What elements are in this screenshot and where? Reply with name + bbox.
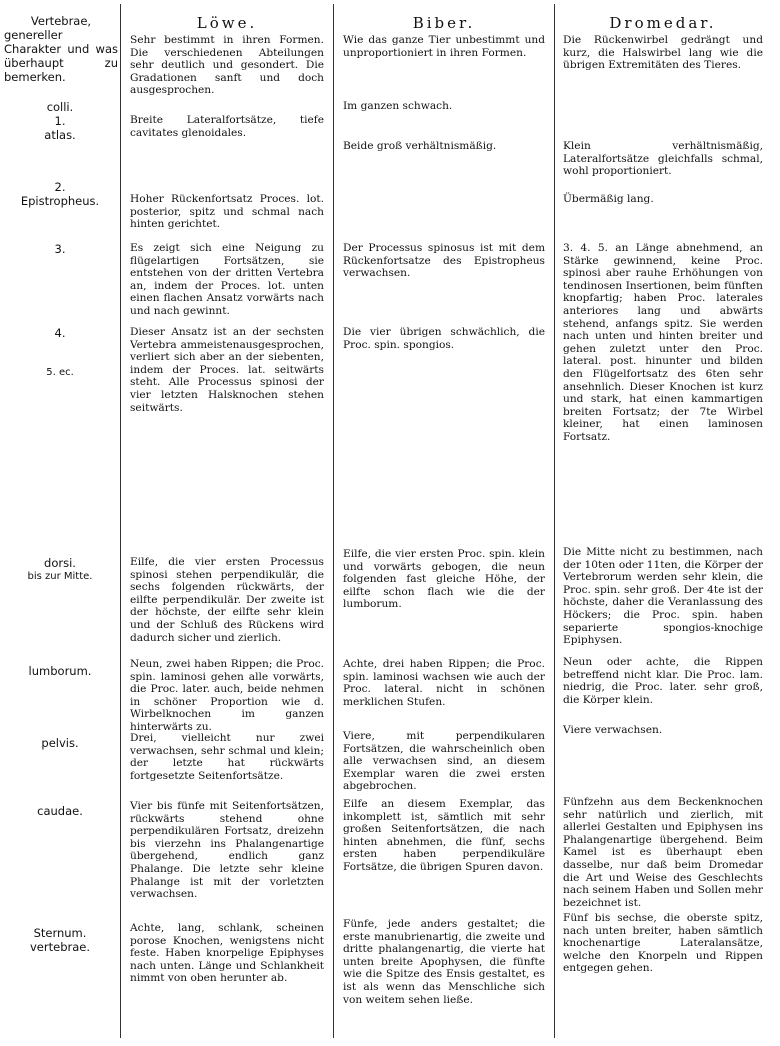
cell-fourth-biber: Die vier übrigen schwächlich, die Proc. spin. spongios.: [343, 326, 545, 351]
header-vertebrae: [4, 14, 118, 84]
cell-general-dromedar: Die Rückenwirbel gedrängt und kurz, die Halswirbel lang wie die übrigen Extremitäten des Tieres.: [563, 34, 763, 72]
cell-epistropheus-dromedar: Übermäßig lang.: [563, 193, 654, 205]
row-label-atlas-name: atlas.: [44, 128, 76, 142]
column-divider: [333, 4, 334, 1038]
header-vertebrae-title: Vertebrae,: [30, 14, 92, 28]
cell-lumborum-loewe: Neun, zwei haben Rippen; die Proc. spin. laminosi gehen alle vorwärts, die Proc. later. auch, beide nehmen in schöner Proportion wie d. Wirbelknochen im ganzen hinterwärts zu.: [130, 658, 324, 733]
row-label-fifth: 5. ec.: [46, 367, 74, 378]
cell-dorsi-biber: Eilfe, die vier ersten Proc. spin. klein und vorwärts gebogen, die neun folgenden fast gleiche Höhe, der eilfte schon flach wie die der lumborum.: [343, 548, 545, 611]
header-loewe: Löwe.: [196, 14, 258, 32]
header-vertebrae-desc: genereller Charakter und was überhaupt zu bemerken.: [4, 28, 118, 84]
row-label-sternum-name: Sternum.: [33, 926, 87, 940]
cell-dorsi-dromedar: Die Mitte nicht zu bestimmen, nach der 10ten oder 11ten, die Körper der Vertebrorum werden sehr klein, die Proc. spin. sehr groß. Der 4te ist der höchste, daher die Veranlassung des Höckers; die Proc. spin. haben separierte spongios-knochige Epiphysen.: [563, 546, 763, 647]
row-label-epistropheus: [6, 180, 114, 208]
column-divider: [120, 4, 121, 1038]
row-label-atlas-number: 1.: [54, 114, 66, 128]
row-label-sternum: [6, 926, 114, 954]
header-biber: Biber.: [412, 14, 476, 32]
row-label-epistropheus-name: Epistropheus.: [20, 194, 100, 208]
cell-pelvis-biber: Viere, mit perpendikularen Fortsätzen, die wahrscheinlich oben alle verwachsen sind, an diesem Exemplar waren die zwei ersten abgebrochen.: [343, 730, 545, 793]
cell-dorsi-loewe: Eilfe, die vier ersten Processus spinosi stehen perpendikulär, die sechs folgenden rückwärts, der eilfte perpendikulär. Der zweite ist der höchste, der eilfte sehr klein und der Schluß des Rückens wird dadurch sicher und zierlich.: [130, 556, 324, 644]
cell-atlas-loewe: Breite Lateralfortsätze, tiefe cavitates glenoidales.: [130, 114, 324, 139]
cell-sternum-biber: Fünfe, jede anders gestaltet; die erste manubrienartig, die zweite und dritte phalangenartig, die vierte hat unten breite Apophysen, die fünfte wie die Spitze des Ensis gestaltet, es ist als wenn das Menschliche sich von weitem sehen ließe.: [343, 918, 545, 1006]
cell-third-dromedar: 3. 4. 5. an Länge abnehmend, an Stärke gewinnend, keine Proc. spinosi aber rauhe Erhöhungen von tendinosen Insertionen, beim fünften knopfartig; haben Proc. laterales anteriores lang und abwärts stehend, anfangs spitz. Sie werden nach unten und hinten breiter und gehen zuletzt unter den Proc. lateral. post. hinunter und bilden den Flügelfortsatz des 6ten sehr ansehnlich. Dieser Knochen ist kurz und stark, hat einen kammartigen breiten Fortsatz; der 7te Wirbel kleiner, hat einen laminosen Fortsatz.: [563, 242, 763, 443]
cell-general-loewe: Sehr bestimmt in ihren Formen. Die verschiedenen Abteilungen sehr deutlich und gesondert. Die Gradationen sanft und doch ausgesprochen.: [130, 34, 324, 97]
cell-lumborum-dromedar: Neun oder achte, die Rippen betreffend nicht klar. Die Proc. lam. niedrig, die Proc. later. sehr groß, die Körper klein.: [563, 656, 763, 706]
column-divider: [554, 4, 555, 1038]
cell-sternum-dromedar: Fünf bis sechse, die oberste spitz, nach unten breiter, haben sämtlich knochenartige Lateralansätze, welche den Knorpeln und Rippen entgegen gehen.: [563, 912, 763, 975]
header-dromedar: Dromedar.: [609, 14, 717, 32]
cell-lumborum-biber: Achte, drei haben Rippen; die Proc. spin. laminosi wachsen wie auch der Proc. lateral. nicht in schönen merklichen Stufen.: [343, 658, 545, 708]
row-label-third: 3.: [54, 242, 66, 256]
row-label-atlas: [6, 114, 114, 142]
cell-sternum-loewe: Achte, lang, schlank, scheinen porose Knochen, wenigstens nicht feste. Haben knorpelige Epiphyses nach unten. Länge und Schlankheit nimmt von oben herunter ab.: [130, 922, 324, 985]
cell-atlas-dromedar: Klein verhältnismäßig, Lateralfortsätze gleichfalls schmal, wohl proportioniert.: [563, 140, 763, 178]
cell-third-loewe: Es zeigt sich eine Neigung zu flügelartigen Fortsätzen, sie entstehen von der dritten Vertebra an, indem der Proces. lot. unten einen flachen Ansatz vorwärts nach und nach gewinnt.: [130, 242, 324, 317]
row-label-colli: colli.: [46, 100, 74, 114]
row-label-lumborum: lumborum.: [28, 664, 92, 678]
row-label-dorsi-sub: bis zur Mitte.: [27, 571, 93, 582]
row-label-epistropheus-number: 2.: [54, 180, 66, 194]
row-label-dorsi: [6, 556, 114, 584]
cell-epistropheus-loewe: Hoher Rückenfortsatz Proces. lot. posterior, spitz und schmal nach hinten gerichtet.: [130, 193, 324, 231]
row-label-pelvis: pelvis.: [41, 736, 79, 750]
row-label-sternum-sub: vertebrae.: [30, 940, 90, 954]
row-label-dorsi-name: dorsi.: [44, 556, 76, 570]
cell-caudae-dromedar: Fünfzehn aus dem Beckenknochen sehr natürlich und zierlich, mit allerlei Gestalten und Epiphysen ins Phalangenartige übergehend. Beim Kamel ist es überhaupt eben dasselbe, nur daß beim Dromedar die Art und Weise des Geschlechts nach seinem Haben und Sollen mehr bezeichnet ist.: [563, 796, 763, 909]
cell-pelvis-dromedar: Viere verwachsen.: [563, 724, 663, 736]
row-label-caudae: caudae.: [37, 804, 83, 818]
cell-pelvis-loewe: Drei, vielleicht nur zwei verwachsen, sehr schmal und klein; der letzte hat rückwärts fortgesetzte Seitenfortsätze.: [130, 732, 324, 782]
row-label-fourth: 4.: [54, 326, 66, 340]
cell-caudae-loewe: Vier bis fünfe mit Seitenfortsätzen, rückwärts stehend ohne perpendikulären Fortsatz, dreizehn bis vierzehn ins Phalangenartige übergehend, endlich ganz Phalange. Die letzte sehr kleine Phalange ist mit der vorletzten verwachsen.: [130, 800, 324, 901]
cell-caudae-biber: Eilfe an diesem Exemplar, das inkomplett ist, sämtlich mit sehr großen Seitenfortsätzen, die nach hinten abnehmen, die fünf, sechs ersten haben perpendikuläre Fortsätze, die übrigen Spuren davon.: [343, 798, 545, 873]
cell-fourth-loewe: Dieser Ansatz ist an der sechsten Vertebra ammeistenausgesprochen, verliert sich aber an der siebenten, indem der Proces. lat. seitwärts steht. Alle Processus spinosi der vier letzten Halsknochen stehen seitwärts.: [130, 326, 324, 414]
cell-atlas-biber: Beide groß verhältnismäßig.: [343, 140, 497, 152]
cell-third-biber: Der Processus spinosus ist mit dem Rückenfortsatze des Epistropheus verwachsen.: [343, 242, 545, 280]
cell-general-biber: Wie das ganze Tier unbestimmt und unproportioniert in ihren Formen.: [343, 34, 545, 59]
cell-colli-biber: Im ganzen schwach.: [343, 100, 453, 112]
